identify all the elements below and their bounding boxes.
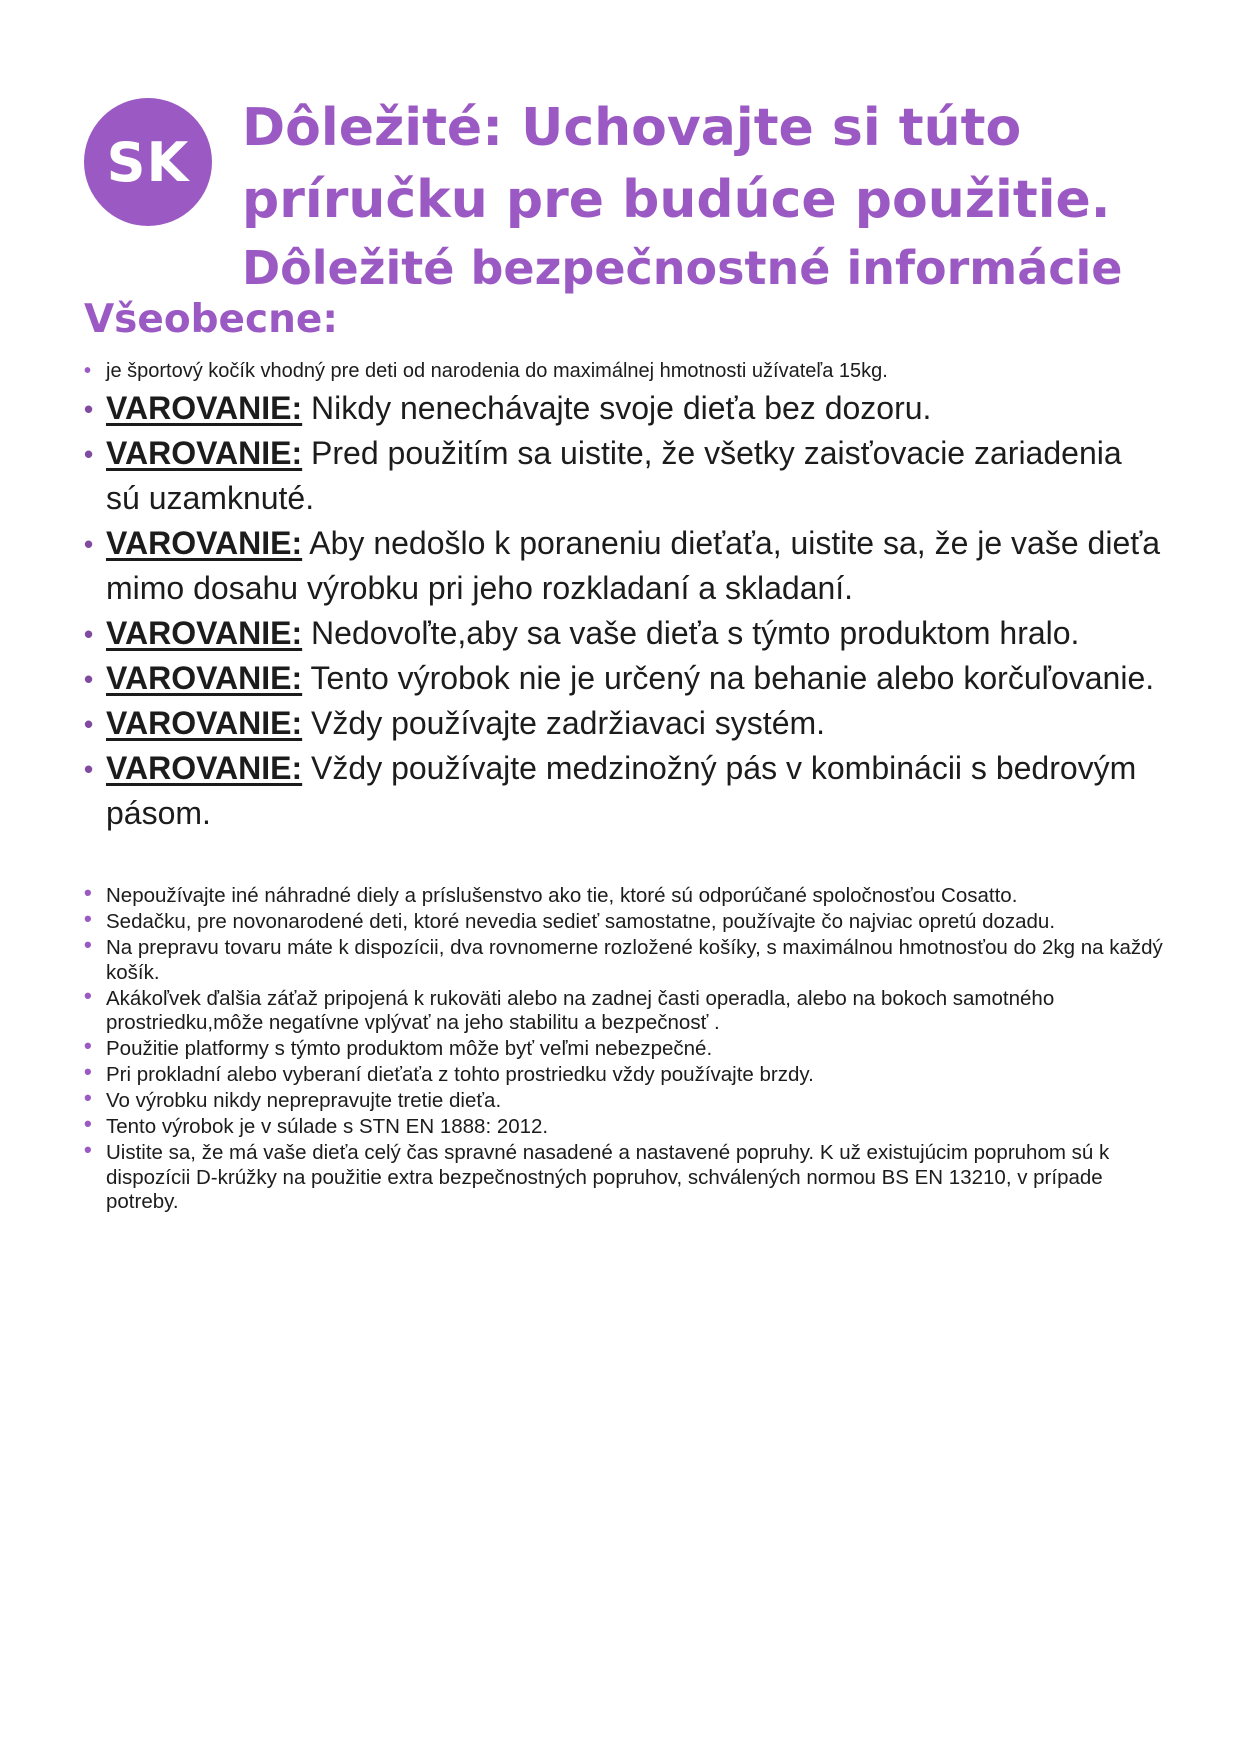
bullet-icon: • [84,1059,92,1084]
safety-subtitle: Dôležité bezpečnostné informácie [242,241,1123,295]
warning-list [84,386,1164,836]
bullet-icon: • [84,394,94,424]
intro-list [84,357,1164,385]
rule-text: Použitie platformy s týmto produktom môže byť veľmi nebezpečné. [106,1037,713,1060]
intro-text: je športový kočík vhodný pre deti od narodenia do maximálnej hmotnosti užívateľa 15kg. [106,360,888,382]
list-item [84,932,1164,985]
language-badge [84,98,212,226]
list-item [84,1059,1164,1088]
list-item [84,357,1164,385]
bullet-icon: • [84,932,92,957]
warning-label: VAROVANIE: [106,660,303,696]
bullet-icon: • [84,664,94,694]
warning-label: VAROVANIE: [106,390,303,426]
bullet-icon: • [84,1137,92,1162]
rule-text: Sedačku, pre novonarodené deti, ktoré nevedia sedieť samostatne, používajte čo najviac opretú dozadu. [106,910,1056,933]
warning-text: Nikdy nenechávajte svoje dieťa bez dozoru. [302,390,932,426]
bullet-icon: • [84,1033,92,1058]
list-item [84,982,1164,1036]
warning-label: VAROVANIE: [106,705,303,741]
rule-text: Pri prokladní alebo vyberaní dieťaťa z tohto prostriedku vždy používajte brzdy. [106,1063,814,1086]
rule-text: Uistite sa, že má vaše dieťa celý čas spravné nasadené a nastavené popruhy. K už existujúcim popruhom sú k dispozícii D-krúžky na použitie extra bezpečnostných popruhov, schválených normou BS EN 13210, v prípade potreby. [106,1141,1110,1213]
warning-text: Pred použitím sa uistite, že všetky zaisťovacie zariadenia sú uzamknuté. [106,435,1122,516]
title-line-2: príručku pre budúce použitie. [242,170,1111,230]
rule-text: Tento výrobok je v súlade s STN EN 1888: 2012. [106,1115,549,1138]
rule-text: Vo výrobku nikdy neprepravujte tretie dieťa. [106,1089,502,1112]
bullet-icon: • [84,360,92,382]
list-item [84,906,1164,935]
list-item [84,1085,1164,1114]
list-item [84,1137,1164,1215]
bullet-icon: • [84,906,92,931]
warning-label: VAROVANIE: [106,525,303,561]
warning-item [84,521,1164,611]
warning-item [84,701,1164,746]
list-item [84,1033,1164,1062]
bullet-icon: • [84,982,92,1008]
rule-text: Akákoľvek ďalšia záťaž pripojená k rukoväti alebo na zadnej časti operadla, alebo na bokoch samotného prostriedku,môže negatívne vplývať na jeho stabilitu a bezpečnosť . [106,986,1055,1034]
section-heading: Všeobecne: [84,297,338,342]
bullet-icon: • [84,1085,92,1110]
warning-text: Aby nedošlo k poraneniu dieťaťa, uistite sa, že je vaše dieťa mimo dosahu výrobku pri jeho rozkladaní a skladaní. [106,525,1161,606]
warning-item [84,386,1164,431]
warning-text: Tento výrobok nie je určený na behanie alebo korčuľovanie. [302,660,1155,696]
bullet-icon: • [84,619,94,649]
bullet-icon: • [84,1111,92,1136]
warning-text: Vždy používajte medzinožný pás v kombinácii s bedrovým pásom. [106,750,1137,831]
list-item [84,1111,1164,1140]
bullet-icon: • [84,529,94,559]
warning-label: VAROVANIE: [106,615,303,651]
rule-text: Na prepravu tovaru máte k dispozícii, dva rovnomerne rozložené košíky, s maximálnou hmotnosťou do 2kg na každý košík. [106,936,1163,984]
page-title [242,92,1202,300]
rule-text: Nepoužívajte iné náhradné diely a príslušenstvo ako tie, ktoré sú odporúčané spoločnosťou Cosatto. [106,884,1018,907]
warning-label: VAROVANIE: [106,750,303,786]
warning-label: VAROVANIE: [106,435,303,471]
bullet-icon: • [84,439,94,469]
warning-item [84,746,1164,836]
language-code: SK [106,130,190,194]
warning-item [84,431,1164,521]
warning-text: Nedovoľte,aby sa vaše dieťa s týmto produktom hralo. [302,615,1080,651]
safety-rules-list [84,880,1164,1216]
list-item [84,880,1164,909]
warning-item [84,656,1164,701]
title-line-1: Dôležité: Uchovajte si túto [242,98,1022,158]
bullet-icon: • [84,754,94,784]
warning-item [84,611,1164,656]
bullet-icon: • [84,709,94,739]
bullet-icon: • [84,880,92,905]
warning-text: Vždy používajte zadržiavaci systém. [302,705,826,741]
